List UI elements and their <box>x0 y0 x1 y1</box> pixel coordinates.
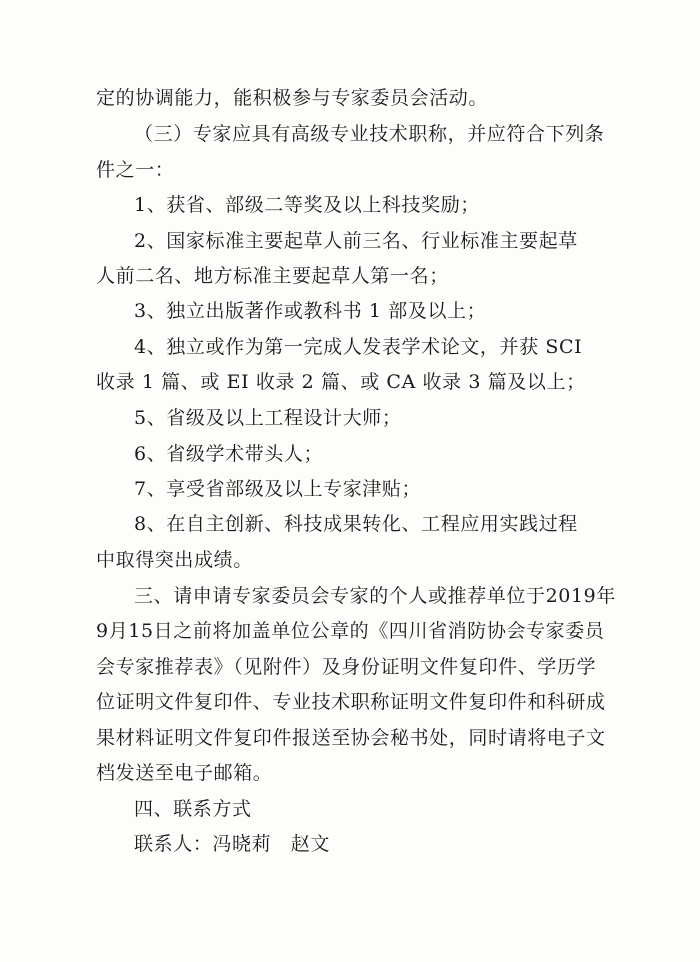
paragraph-line: 会专家推荐表》（见附件）及身份证明文件复印件、学历学 <box>96 656 597 678</box>
paragraph-line: 档发送至电子邮箱。 <box>96 762 273 784</box>
list-item: 3、独立出版著作或教科书 1 部及以上； <box>134 300 487 322</box>
section-heading: 四、联系方式 <box>134 798 252 820</box>
text-line: 收录 1 篇、或 EI 收录 2 篇、或 CA 收录 3 篇及以上； <box>96 371 586 393</box>
list-item: 8、在自主创新、科技成果转化、工程应用实践过程 <box>134 513 578 535</box>
paragraph-line: 9月15日之前将加盖单位公章的《四川省消防协会专家委员 <box>96 620 605 642</box>
text-line: 中取得突出成绩。 <box>96 549 253 571</box>
list-item: 2、国家标准主要起草人前三名、行业标准主要起草 <box>134 230 578 252</box>
text-line: 人前二名、地方标准主要起草人第一名； <box>96 265 449 287</box>
paragraph-line: 位证明文件复印件、专业技术职称证明文件复印件和科研成 <box>96 691 606 713</box>
text-line: 定的协调能力，能积极参与专家委员会活动。 <box>96 87 489 109</box>
list-item: 6、省级学术带头人； <box>134 443 324 465</box>
contact-line: 联系人：冯晓莉 赵文 <box>134 833 331 855</box>
paragraph-line: 三、请申请专家委员会专家的个人或推荐单位于2019年 <box>134 585 616 607</box>
paragraph-line: 果材料证明文件复印件报送至协会秘书处，同时请将电子文 <box>96 727 606 749</box>
list-item: 4、独立或作为第一完成人发表学术论文，并获 SCI <box>134 336 583 358</box>
text-line: 件之一： <box>96 159 175 181</box>
list-item: 7、享受省部级及以上专家津贴； <box>134 478 422 500</box>
text-line: （三）专家应具有高级专业技术职称，并应符合下列条 <box>134 123 605 145</box>
list-item: 5、省级及以上工程设计大师； <box>134 407 402 429</box>
list-item: 1、获省、部级二等奖及以上科技奖励； <box>134 194 480 216</box>
